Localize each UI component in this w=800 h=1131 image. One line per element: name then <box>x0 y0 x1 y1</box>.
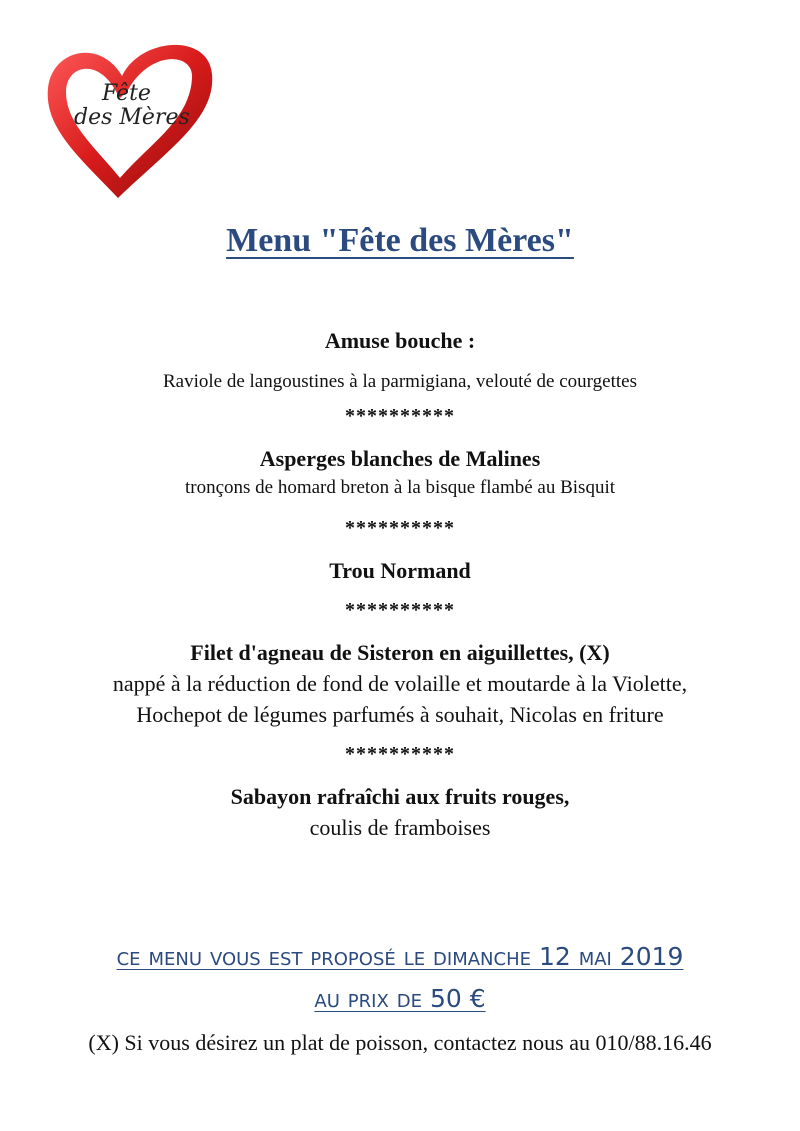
separator: ********** <box>345 517 455 539</box>
page-title: Menu "Fête des Mères" <box>226 222 574 259</box>
course-filet-agneau <box>0 638 800 730</box>
course-trou-normand <box>0 556 800 586</box>
separator: ********** <box>345 405 455 427</box>
course-description: coulis de framboises <box>309 815 491 840</box>
separator: ********** <box>345 743 455 765</box>
course-heading: Filet d'agneau de Sisteron en aiguillettes, (X) <box>190 640 610 665</box>
course-heading: Amuse bouche : <box>324 328 476 353</box>
course-amuse-bouche <box>0 326 800 396</box>
course-description: Hochepot de légumes parfumés à souhait, Nicolas en friture <box>136 702 664 727</box>
logo-text-line1: Fête <box>102 81 151 106</box>
menu-list <box>0 326 800 843</box>
course-description: tronçons de homard breton à la bisque flambé au Bisquit <box>184 477 616 498</box>
course-description: Raviole de langoustines à la parmigiana, velouté de courgettes <box>163 371 637 392</box>
course-description: nappé à la réduction de fond de volaille et moutarde à la Violette, <box>112 671 688 696</box>
course-heading: Asperges blanches de Malines <box>259 446 541 471</box>
offer-price: au prix de 50 € <box>314 984 486 1013</box>
course-heading: Sabayon rafraîchi aux fruits rouges, <box>230 784 570 809</box>
course-sabayon <box>0 782 800 843</box>
fete-des-meres-logo <box>40 28 220 208</box>
fish-option-note: (X) Si vous désirez un plat de poisson, contactez nous au 010/88.16.46 <box>88 1030 712 1055</box>
course-heading: Trou Normand <box>329 558 471 583</box>
course-asperges <box>0 444 800 502</box>
separator: ********** <box>345 599 455 621</box>
logo-text-line2: des Mères <box>74 105 190 130</box>
offer-date: ce menu vous est proposé le dimanche 12 mai 2019 <box>116 942 684 971</box>
